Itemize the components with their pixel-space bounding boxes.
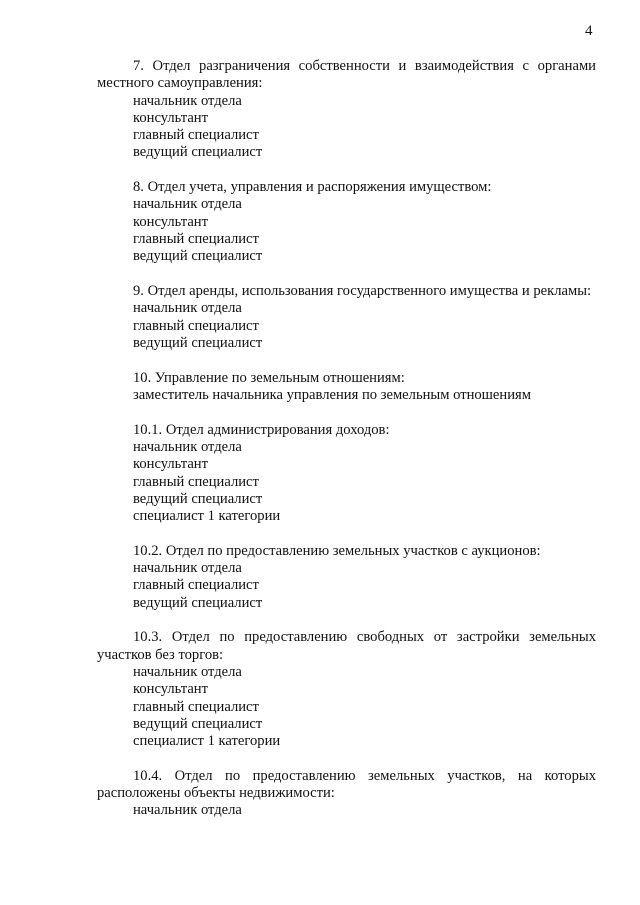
section-heading: 10.3. Отдел по предоставлению свободных от застройки земельных участков без торгов:: [97, 629, 596, 663]
position-item: консультант: [133, 213, 208, 230]
section-10-3: [97, 629, 596, 750]
position-item: ведущий специалист: [133, 490, 263, 507]
position-item: начальник отдела: [133, 196, 242, 213]
section-heading: 10.2. Отдел по предоставлению земельных участков с аукционов:: [133, 542, 541, 559]
section-heading: 10.4. Отдел по предоставлению земельных участков, на которых расположены объекты недвижимости:: [97, 767, 596, 802]
section-heading: 10.1. Отдел администрирования доходов:: [133, 421, 390, 438]
position-list: [97, 439, 596, 525]
position-list: [97, 802, 596, 819]
position-item: главный специалист: [133, 127, 259, 144]
position-item: ведущий специалист: [133, 144, 263, 161]
position-item: специалист 1 категории: [133, 508, 281, 525]
section-7: [97, 58, 596, 162]
position-item: консультант: [133, 109, 208, 126]
position-item: начальник отдела: [133, 300, 242, 317]
position-item: консультант: [133, 456, 208, 473]
position-item: главный специалист: [133, 473, 259, 490]
position-item: начальник отдела: [133, 802, 242, 819]
section-heading: 7. Отдел разграничения собственности и взаимодействия с органами местного самоуправления:: [97, 58, 596, 92]
position-item: специалист 1 категории: [133, 733, 281, 750]
section-8: [97, 179, 596, 265]
position-list: [97, 664, 596, 750]
section-heading: 8. Отдел учета, управления и распоряжения имуществом:: [133, 179, 492, 196]
position-item: ведущий специалист: [133, 248, 263, 265]
section-heading: 10. Управление по земельным отношениям:: [133, 369, 405, 386]
document-body: [97, 58, 596, 820]
position-list: [97, 560, 596, 612]
position-item: главный специалист: [133, 231, 259, 248]
section-9: [97, 283, 596, 352]
section-10-4: [97, 768, 596, 820]
position-list: [97, 196, 596, 265]
page-number: 4: [585, 23, 593, 39]
position-item: ведущий специалист: [133, 594, 263, 611]
position-item: главный специалист: [133, 577, 259, 594]
section-10-2: [97, 543, 596, 612]
position-item: главный специалист: [133, 317, 259, 334]
position-item: начальник отдела: [133, 438, 242, 455]
position-item: консультант: [133, 681, 208, 698]
position-list: [97, 93, 596, 162]
section-10-1: [97, 422, 596, 526]
position-item: заместитель начальника управления по земельным отношениям: [133, 386, 531, 403]
position-list: [97, 300, 596, 352]
section-heading: 9. Отдел аренды, использования государственного имущества и рекламы:: [133, 283, 592, 300]
position-item: начальник отдела: [133, 92, 242, 109]
position-item: начальник отдела: [133, 560, 242, 577]
position-item: начальник отдела: [133, 663, 242, 680]
section-10: [97, 370, 596, 405]
position-item: главный специалист: [133, 698, 259, 715]
position-list: [97, 387, 596, 404]
position-item: ведущий специалист: [133, 715, 263, 732]
position-item: ведущий специалист: [133, 334, 263, 351]
